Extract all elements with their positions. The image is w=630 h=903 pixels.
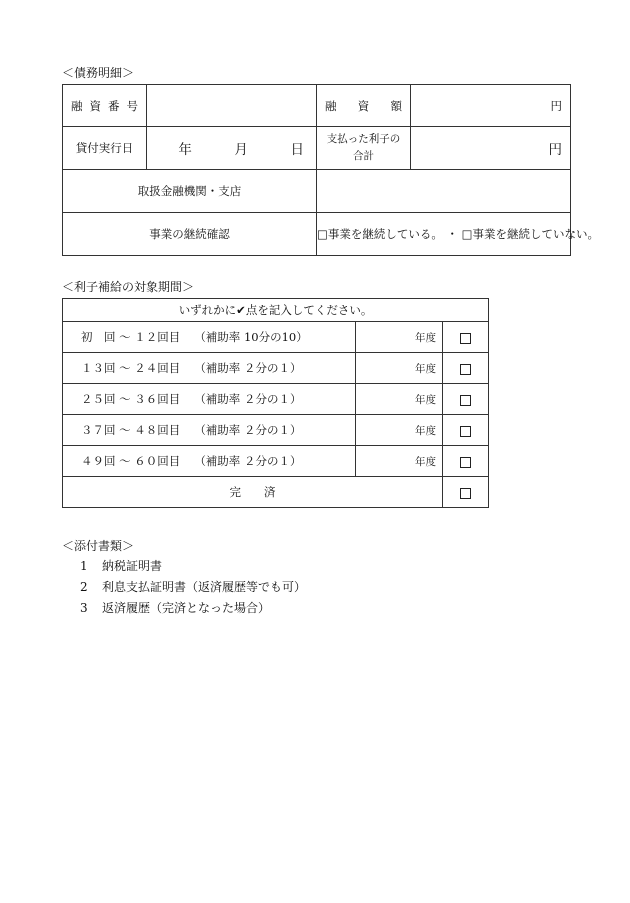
checkbox-icon bbox=[460, 333, 471, 344]
fiscal-year-field[interactable]: 年度 bbox=[356, 415, 443, 446]
continuation-options[interactable]: □事業を継続している。 ・ □事業を継続していない。 bbox=[317, 213, 571, 256]
loan-number-label: 融資番号 bbox=[63, 85, 147, 127]
completed-row bbox=[63, 477, 489, 508]
interest-total-label: 支払った利子の 合計 bbox=[317, 127, 411, 170]
bank-label: 取扱金融機関・支店 bbox=[63, 170, 317, 213]
subsidy-rate: （補助率 ２分の１） bbox=[194, 361, 302, 375]
period-row bbox=[63, 415, 489, 446]
subsidy-rate: （補助率 ２分の１） bbox=[194, 392, 302, 406]
period-checkbox[interactable] bbox=[443, 415, 489, 446]
round-range: １３回 ～ ２４回目 （補助率 ２分の１） bbox=[63, 353, 356, 384]
attachment-item: 3 返済履歴（完済となった場合） bbox=[80, 601, 271, 615]
checkbox-icon bbox=[460, 426, 471, 437]
period-checkbox[interactable] bbox=[443, 353, 489, 384]
round-range: ３７回 ～ ４８回目 （補助率 ２分の１） bbox=[63, 415, 356, 446]
fiscal-year-field[interactable]: 年度 bbox=[356, 353, 443, 384]
attachment-item: 2 利息支払証明書（返済履歴等でも可） bbox=[80, 580, 307, 594]
date-day-label: 日 bbox=[290, 142, 304, 158]
checkbox-icon bbox=[460, 395, 471, 406]
continuation-label: 事業の継続確認 bbox=[63, 213, 317, 256]
debt-section-title: ＜債務明細＞ bbox=[62, 66, 135, 80]
loan-amount-field[interactable] bbox=[411, 85, 571, 127]
attachment-item: 1 納税証明書 bbox=[80, 559, 163, 573]
subsidy-rate: （補助率 ２分の１） bbox=[194, 423, 302, 437]
attachments-title: ＜添付書類＞ bbox=[62, 539, 135, 553]
subsidy-rate: （補助率 10分の10） bbox=[194, 330, 308, 344]
period-checkbox[interactable] bbox=[443, 322, 489, 353]
period-instruction: いずれかに✔点を記入してください。 bbox=[63, 299, 489, 322]
checkbox-icon bbox=[460, 364, 471, 375]
checkbox-icon bbox=[460, 488, 471, 499]
attachments-list bbox=[80, 557, 306, 620]
period-checkbox[interactable] bbox=[443, 446, 489, 477]
checkbox-icon bbox=[460, 457, 471, 468]
subsidy-rate: （補助率 ２分の１） bbox=[194, 454, 302, 468]
date-year-label: 年 bbox=[178, 142, 192, 158]
period-row bbox=[63, 446, 489, 477]
loan-amount-label: 融資額 bbox=[317, 85, 411, 127]
loan-number-field[interactable] bbox=[147, 85, 317, 127]
debt-details-table bbox=[62, 84, 600, 256]
fiscal-year-field[interactable]: 年度 bbox=[356, 322, 443, 353]
period-section-title: ＜利子補給の対象期間＞ bbox=[62, 280, 195, 294]
period-row bbox=[63, 322, 489, 353]
bank-field[interactable] bbox=[317, 170, 571, 213]
interest-unit: 円 bbox=[548, 142, 562, 158]
interest-period-table bbox=[62, 298, 489, 508]
date-month-label: 月 bbox=[234, 142, 248, 158]
completed-checkbox[interactable] bbox=[443, 477, 489, 508]
period-checkbox[interactable] bbox=[443, 384, 489, 415]
period-row bbox=[63, 353, 489, 384]
round-range: ４９回 ～ ６０回目 （補助率 ２分の１） bbox=[63, 446, 356, 477]
round-range: 初 回 ～ １２回目 （補助率 10分の10） bbox=[63, 322, 356, 353]
fiscal-year-field[interactable]: 年度 bbox=[356, 446, 443, 477]
loan-date-field[interactable] bbox=[147, 127, 317, 170]
round-range: ２５回 ～ ３６回目 （補助率 ２分の１） bbox=[63, 384, 356, 415]
loan-amount-unit: 円 bbox=[550, 98, 562, 113]
loan-date-label: 貸付実行日 bbox=[63, 127, 147, 170]
completed-label: 完 済 bbox=[63, 477, 443, 508]
interest-total-field[interactable] bbox=[411, 127, 571, 170]
period-row bbox=[63, 384, 489, 415]
fiscal-year-field[interactable]: 年度 bbox=[356, 384, 443, 415]
